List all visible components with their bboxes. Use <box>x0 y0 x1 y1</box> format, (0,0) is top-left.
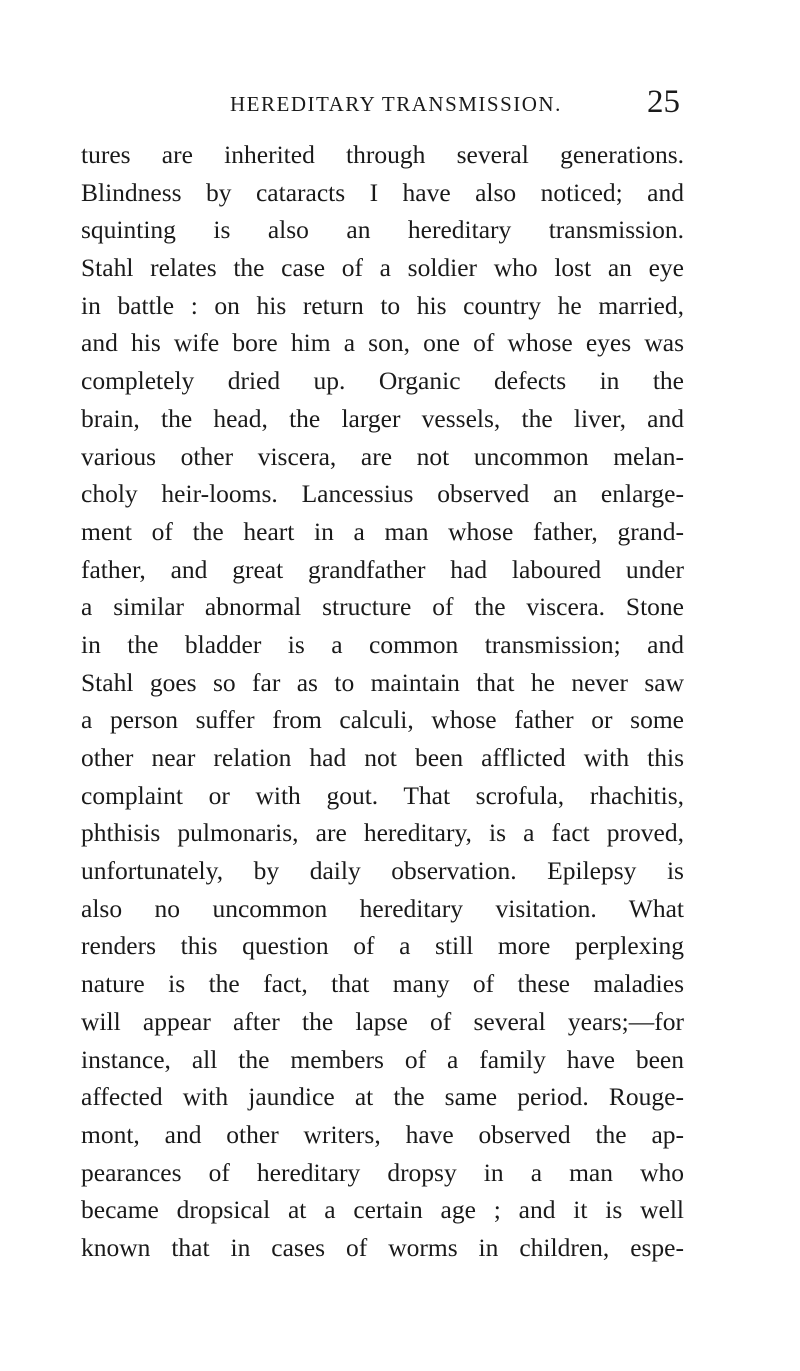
text-line: ment of the heart in a man whose father, grand- <box>81 516 684 546</box>
text-line: Blindness by cataracts I have also noticed; and <box>81 177 684 207</box>
text-line: renders this question of a still more perplexing <box>81 931 684 961</box>
text-line: affected with jaundice at the same period. Rouge- <box>81 1082 684 1112</box>
running-head: HEREDITARY TRANSMISSION. <box>230 92 562 116</box>
page-number: 25 <box>647 84 680 120</box>
text-line: unfortunately, by daily observation. Epilepsy is <box>81 856 684 886</box>
text-line: tures are inherited through several generations. <box>81 140 684 169</box>
text-line: pearances of hereditary dropsy in a man who <box>81 1157 684 1187</box>
text-line: phthisis pulmonaris, are hereditary, is a fact proved, <box>81 818 684 848</box>
body-text <box>81 136 684 1267</box>
text-line: mont, and other writers, have observed the ap- <box>81 1119 684 1149</box>
text-line: known that in cases of worms in children, espe- <box>81 1232 684 1262</box>
text-line: various other viscera, are not uncommon melan- <box>81 441 684 471</box>
text-line: and his wife bore him a son, one of whose eyes was <box>81 328 684 358</box>
text-line: a similar abnormal structure of the viscera. Stone <box>81 592 684 622</box>
text-line: other near relation had not been afflicted with this <box>81 743 684 772</box>
text-line: will appear after the lapse of several years;—for <box>81 1006 684 1036</box>
text-line: instance, all the members of a family have been <box>81 1044 684 1074</box>
page-header <box>84 84 680 124</box>
text-line: Stahl relates the case of a soldier who lost an eye <box>81 253 684 283</box>
text-line: choly heir-looms. Lancessius observed an enlarge- <box>81 479 684 509</box>
text-line: nature is the fact, that many of these maladies <box>81 969 684 999</box>
text-line: a person suffer from calculi, whose father or some <box>81 705 684 735</box>
text-line: Stahl goes so far as to maintain that he never saw <box>81 667 684 697</box>
text-line: in the bladder is a common transmission; and <box>81 629 684 659</box>
text-line: became dropsical at a certain age ; and it is well <box>81 1195 684 1225</box>
text-line: in battle : on his return to his country he married, <box>81 290 684 320</box>
text-line: completely dried up. Organic defects in the <box>81 366 684 396</box>
text-line: brain, the head, the larger vessels, the liver, and <box>81 403 684 433</box>
text-line: squinting is also an hereditary transmission. <box>81 215 684 245</box>
text-line: also no uncommon hereditary visitation. What <box>81 893 684 923</box>
text-line: complaint or with gout. That scrofula, rhachitis, <box>81 780 684 810</box>
text-line: father, and great grandfather had laboured under <box>81 554 684 584</box>
